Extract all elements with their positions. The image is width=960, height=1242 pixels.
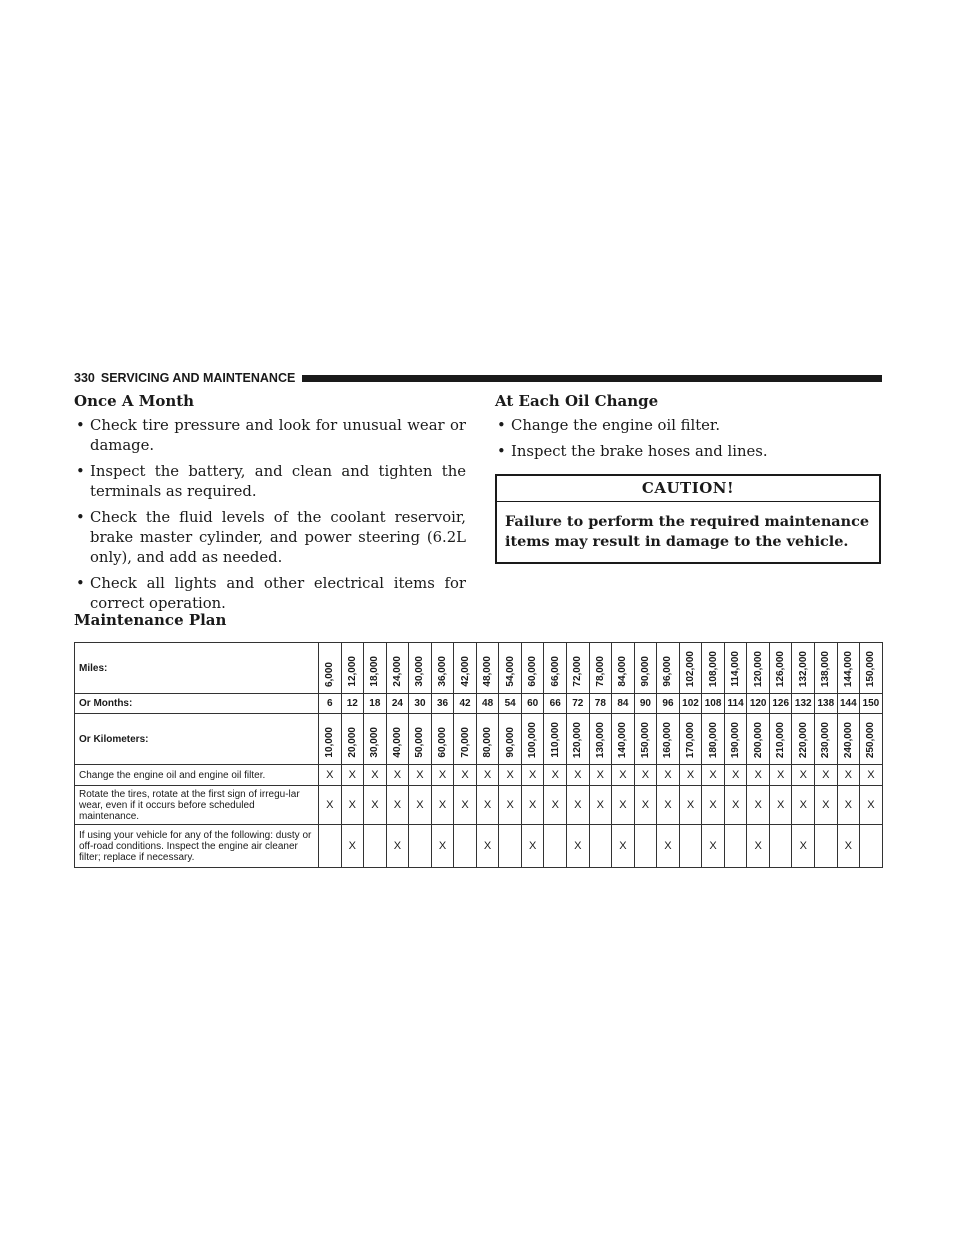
miles-cell	[769, 643, 792, 694]
oil-change-section	[495, 392, 883, 564]
oil-change-heading: At Each Oil Change	[495, 392, 659, 410]
task-mark-cell	[679, 825, 702, 868]
task-mark-cell: X	[476, 765, 499, 786]
miles-value: 102,000	[685, 650, 697, 687]
miles-value: 48,000	[482, 656, 494, 687]
kilometers-value: 230,000	[820, 721, 832, 758]
task-label: Rotate the tires, rotate at the first sign of irregu-lar wear, even if it occurs before scheduled maintenance.	[75, 786, 319, 825]
list-item-text: Check the fluid levels of the coolant reservoir, brake master cylinder, and power steering (6.2L only), and add as needed.	[90, 509, 466, 566]
task-mark-cell: X	[567, 825, 590, 868]
months-cell: 18	[364, 694, 387, 714]
caution-title: CAUTION!	[497, 476, 879, 502]
kilometers-cell	[724, 714, 747, 765]
bullet-icon: •	[76, 463, 85, 480]
miles-cell	[657, 643, 680, 694]
page-header	[74, 370, 882, 386]
list-item-text: Check tire pressure and look for unusual wear or damage.	[90, 417, 466, 454]
miles-cell	[634, 643, 657, 694]
kilometers-value: 140,000	[617, 721, 629, 758]
task-mark-cell: X	[409, 765, 432, 786]
task-mark-cell	[499, 825, 522, 868]
kilometers-value: 200,000	[752, 721, 764, 758]
kilometers-cell	[815, 714, 838, 765]
kilometers-cell	[499, 714, 522, 765]
miles-value: 114,000	[730, 651, 742, 687]
miles-cell	[860, 643, 883, 694]
kilometers-value: 120,000	[572, 721, 584, 758]
task-mark-cell: X	[702, 765, 725, 786]
kilometers-cell	[567, 714, 590, 765]
miles-value: 84,000	[617, 656, 629, 687]
list-item-text: Change the engine oil filter.	[511, 417, 721, 434]
months-cell: 144	[837, 694, 860, 714]
kilometers-value: 180,000	[707, 721, 719, 758]
kilometers-cell	[364, 714, 387, 765]
task-mark-cell: X	[386, 825, 409, 868]
once-a-month-heading: Once A Month	[74, 392, 195, 410]
kilometers-value: 220,000	[797, 721, 809, 758]
task-mark-cell: X	[567, 786, 590, 825]
kilometers-value: 70,000	[459, 727, 471, 758]
kilometers-value: 90,000	[504, 727, 516, 758]
months-cell: 138	[815, 694, 838, 714]
task-mark-cell	[634, 825, 657, 868]
miles-cell	[544, 643, 567, 694]
miles-cell	[837, 643, 860, 694]
task-mark-cell: X	[769, 786, 792, 825]
task-mark-cell: X	[476, 825, 499, 868]
task-mark-cell: X	[521, 786, 544, 825]
task-mark-cell: X	[679, 786, 702, 825]
kilometers-value: 30,000	[369, 727, 381, 758]
task-label: Change the engine oil and engine oil filter.	[75, 765, 319, 786]
miles-cell	[341, 643, 364, 694]
task-mark-cell	[589, 825, 612, 868]
task-mark-cell: X	[657, 786, 680, 825]
task-mark-cell: X	[431, 765, 454, 786]
task-mark-cell: X	[476, 786, 499, 825]
list-item	[74, 416, 466, 456]
months-cell: 90	[634, 694, 657, 714]
task-mark-cell: X	[499, 765, 522, 786]
months-cell: 42	[454, 694, 477, 714]
miles-cell	[702, 643, 725, 694]
task-mark-cell: X	[792, 765, 815, 786]
miles-value: 60,000	[527, 656, 539, 687]
maintenance-plan-heading: Maintenance Plan	[74, 611, 227, 629]
once-a-month-list	[74, 416, 466, 614]
miles-cell	[567, 643, 590, 694]
miles-cell	[476, 643, 499, 694]
kilometers-value: 150,000	[639, 721, 651, 758]
list-item	[495, 416, 883, 436]
months-cell: 102	[679, 694, 702, 714]
table-row	[75, 786, 883, 825]
months-cell: 12	[341, 694, 364, 714]
bullet-icon: •	[497, 443, 506, 460]
months-cell: 132	[792, 694, 815, 714]
table-row	[75, 765, 883, 786]
task-mark-cell: X	[679, 765, 702, 786]
task-mark-cell: X	[657, 825, 680, 868]
kilometers-cell	[612, 714, 635, 765]
miles-value: 42,000	[459, 656, 471, 687]
miles-cell	[612, 643, 635, 694]
kilometers-cell	[319, 714, 342, 765]
kilometers-value: 250,000	[865, 721, 877, 758]
task-mark-cell: X	[837, 765, 860, 786]
kilometers-value: 10,000	[324, 727, 336, 758]
miles-cell	[409, 643, 432, 694]
miles-row	[75, 643, 883, 694]
bullet-icon: •	[76, 417, 85, 434]
task-mark-cell: X	[544, 765, 567, 786]
miles-cell	[319, 643, 342, 694]
months-label: Or Months:	[75, 694, 319, 714]
task-mark-cell	[860, 825, 883, 868]
miles-cell	[521, 643, 544, 694]
page-number: 330	[74, 371, 95, 385]
months-cell: 84	[612, 694, 635, 714]
header-rule	[302, 375, 882, 382]
section-title: SERVICING AND MAINTENANCE	[100, 371, 296, 385]
months-cell: 150	[860, 694, 883, 714]
miles-cell	[386, 643, 409, 694]
task-mark-cell	[364, 825, 387, 868]
task-mark-cell	[815, 825, 838, 868]
miles-value: 54,000	[504, 656, 516, 687]
kilometers-value: 60,000	[437, 727, 448, 758]
miles-value: 18,000	[369, 656, 381, 687]
table-row	[75, 825, 883, 868]
task-mark-cell: X	[747, 765, 770, 786]
miles-cell	[589, 643, 612, 694]
list-item	[495, 442, 883, 462]
task-mark-cell: X	[860, 786, 883, 825]
task-mark-cell: X	[341, 765, 364, 786]
task-mark-cell: X	[454, 786, 477, 825]
kilometers-value: 20,000	[346, 727, 358, 758]
miles-value: 108,000	[707, 650, 719, 687]
list-item-text: Inspect the brake hoses and lines.	[511, 443, 768, 460]
task-mark-cell: X	[769, 765, 792, 786]
task-mark-cell: X	[612, 825, 635, 868]
task-mark-cell: X	[702, 825, 725, 868]
miles-cell	[499, 643, 522, 694]
task-mark-cell: X	[589, 765, 612, 786]
miles-value: 150,000	[865, 650, 877, 687]
kilometers-cell	[431, 714, 454, 765]
months-cell: 36	[431, 694, 454, 714]
task-mark-cell: X	[341, 786, 364, 825]
miles-value: 144,000	[842, 650, 854, 687]
months-cell: 78	[589, 694, 612, 714]
kilometers-value: 100,000	[527, 721, 539, 758]
bullet-icon: •	[76, 509, 85, 526]
task-mark-cell: X	[544, 786, 567, 825]
task-mark-cell: X	[521, 765, 544, 786]
task-mark-cell: X	[815, 765, 838, 786]
kilometers-cell	[634, 714, 657, 765]
task-mark-cell: X	[860, 765, 883, 786]
kilometers-row	[75, 714, 883, 765]
months-cell: 120	[747, 694, 770, 714]
miles-label: Miles:	[75, 643, 319, 694]
task-mark-cell: X	[409, 786, 432, 825]
months-cell: 54	[499, 694, 522, 714]
task-mark-cell: X	[567, 765, 590, 786]
task-mark-cell	[544, 825, 567, 868]
bullet-icon: •	[76, 575, 85, 592]
kilometers-value: 170,000	[685, 721, 697, 758]
task-mark-cell: X	[837, 825, 860, 868]
miles-value: 132,000	[797, 650, 809, 687]
kilometers-cell	[521, 714, 544, 765]
kilometers-cell	[792, 714, 815, 765]
task-mark-cell: X	[724, 765, 747, 786]
task-mark-cell: X	[747, 786, 770, 825]
kilometers-cell	[657, 714, 680, 765]
months-cell: 6	[319, 694, 342, 714]
miles-value: 90,000	[639, 656, 651, 687]
months-cell: 24	[386, 694, 409, 714]
kilometers-value: 210,000	[775, 721, 787, 758]
kilometers-cell	[747, 714, 770, 765]
task-mark-cell	[409, 825, 432, 868]
kilometers-value: 240,000	[842, 721, 854, 758]
miles-cell	[815, 643, 838, 694]
task-mark-cell: X	[792, 825, 815, 868]
months-cell: 108	[702, 694, 725, 714]
kilometers-cell	[837, 714, 860, 765]
task-mark-cell	[724, 825, 747, 868]
task-mark-cell: X	[454, 765, 477, 786]
miles-cell	[679, 643, 702, 694]
list-item-text: Check all lights and other electrical items for correct operation.	[90, 575, 466, 612]
months-cell: 48	[476, 694, 499, 714]
task-mark-cell: X	[702, 786, 725, 825]
oil-change-list	[495, 416, 883, 462]
task-mark-cell: X	[657, 765, 680, 786]
task-mark-cell: X	[364, 765, 387, 786]
task-mark-cell: X	[815, 786, 838, 825]
miles-value: 30,000	[414, 656, 426, 687]
list-item	[74, 508, 466, 568]
kilometers-value: 110,000	[549, 722, 561, 758]
miles-value: 126,000	[775, 650, 787, 687]
miles-cell	[792, 643, 815, 694]
task-mark-cell	[319, 825, 342, 868]
caution-text: Failure to perform the required maintenance items may result in damage to the vehicle.	[505, 513, 869, 550]
task-mark-cell	[454, 825, 477, 868]
task-mark-cell: X	[589, 786, 612, 825]
task-mark-cell: X	[431, 825, 454, 868]
task-mark-cell: X	[499, 786, 522, 825]
miles-value: 36,000	[437, 656, 448, 687]
task-mark-cell: X	[837, 786, 860, 825]
task-mark-cell: X	[747, 825, 770, 868]
months-cell: 60	[521, 694, 544, 714]
kilometers-cell	[769, 714, 792, 765]
kilometers-value: 190,000	[730, 721, 742, 758]
miles-value: 66,000	[549, 656, 561, 687]
task-mark-cell: X	[634, 786, 657, 825]
miles-cell	[364, 643, 387, 694]
miles-cell	[454, 643, 477, 694]
task-mark-cell: X	[521, 825, 544, 868]
months-row	[75, 694, 883, 714]
miles-value: 72,000	[572, 656, 584, 687]
task-mark-cell: X	[386, 765, 409, 786]
kilometers-cell	[679, 714, 702, 765]
kilometers-cell	[702, 714, 725, 765]
task-mark-cell: X	[319, 765, 342, 786]
kilometers-value: 160,000	[662, 721, 674, 758]
kilometers-cell	[341, 714, 364, 765]
kilometers-cell	[860, 714, 883, 765]
kilometers-cell	[589, 714, 612, 765]
kilometers-cell	[409, 714, 432, 765]
caution-box	[495, 474, 881, 564]
months-cell: 66	[544, 694, 567, 714]
task-mark-cell: X	[431, 786, 454, 825]
kilometers-value: 80,000	[482, 727, 494, 758]
months-cell: 30	[409, 694, 432, 714]
months-cell: 126	[769, 694, 792, 714]
list-item	[74, 462, 466, 502]
months-cell: 114	[724, 694, 747, 714]
list-item	[74, 574, 466, 614]
task-mark-cell: X	[612, 765, 635, 786]
list-item-text: Inspect the battery, and clean and tighten the terminals as required.	[90, 463, 466, 500]
kilometers-label: Or Kilometers:	[75, 714, 319, 765]
months-cell: 96	[657, 694, 680, 714]
kilometers-value: 40,000	[391, 727, 403, 758]
task-mark-cell	[769, 825, 792, 868]
kilometers-cell	[454, 714, 477, 765]
miles-value: 24,000	[391, 656, 403, 687]
task-label: If using your vehicle for any of the following: dusty or off-road conditions. Inspect the engine air cleaner filter; replace if necessary.	[75, 825, 319, 868]
kilometers-value: 130,000	[594, 721, 606, 758]
bullet-icon: •	[497, 417, 506, 434]
task-mark-cell: X	[724, 786, 747, 825]
task-mark-cell: X	[341, 825, 364, 868]
task-mark-cell: X	[364, 786, 387, 825]
miles-value: 120,000	[752, 650, 764, 687]
miles-value: 138,000	[820, 650, 832, 687]
miles-cell	[724, 643, 747, 694]
kilometers-value: 50,000	[414, 727, 426, 758]
task-mark-cell: X	[634, 765, 657, 786]
task-mark-cell: X	[792, 786, 815, 825]
miles-cell	[431, 643, 454, 694]
maintenance-plan-table	[74, 642, 883, 868]
miles-value: 96,000	[662, 656, 674, 687]
miles-cell	[747, 643, 770, 694]
task-mark-cell: X	[386, 786, 409, 825]
miles-value: 6,000	[324, 661, 336, 687]
kilometers-cell	[386, 714, 409, 765]
months-cell: 72	[567, 694, 590, 714]
task-mark-cell: X	[612, 786, 635, 825]
miles-value: 78,000	[594, 656, 606, 687]
kilometers-cell	[476, 714, 499, 765]
task-mark-cell: X	[319, 786, 342, 825]
miles-value: 12,000	[346, 656, 358, 687]
once-a-month-section	[74, 392, 466, 620]
kilometers-cell	[544, 714, 567, 765]
